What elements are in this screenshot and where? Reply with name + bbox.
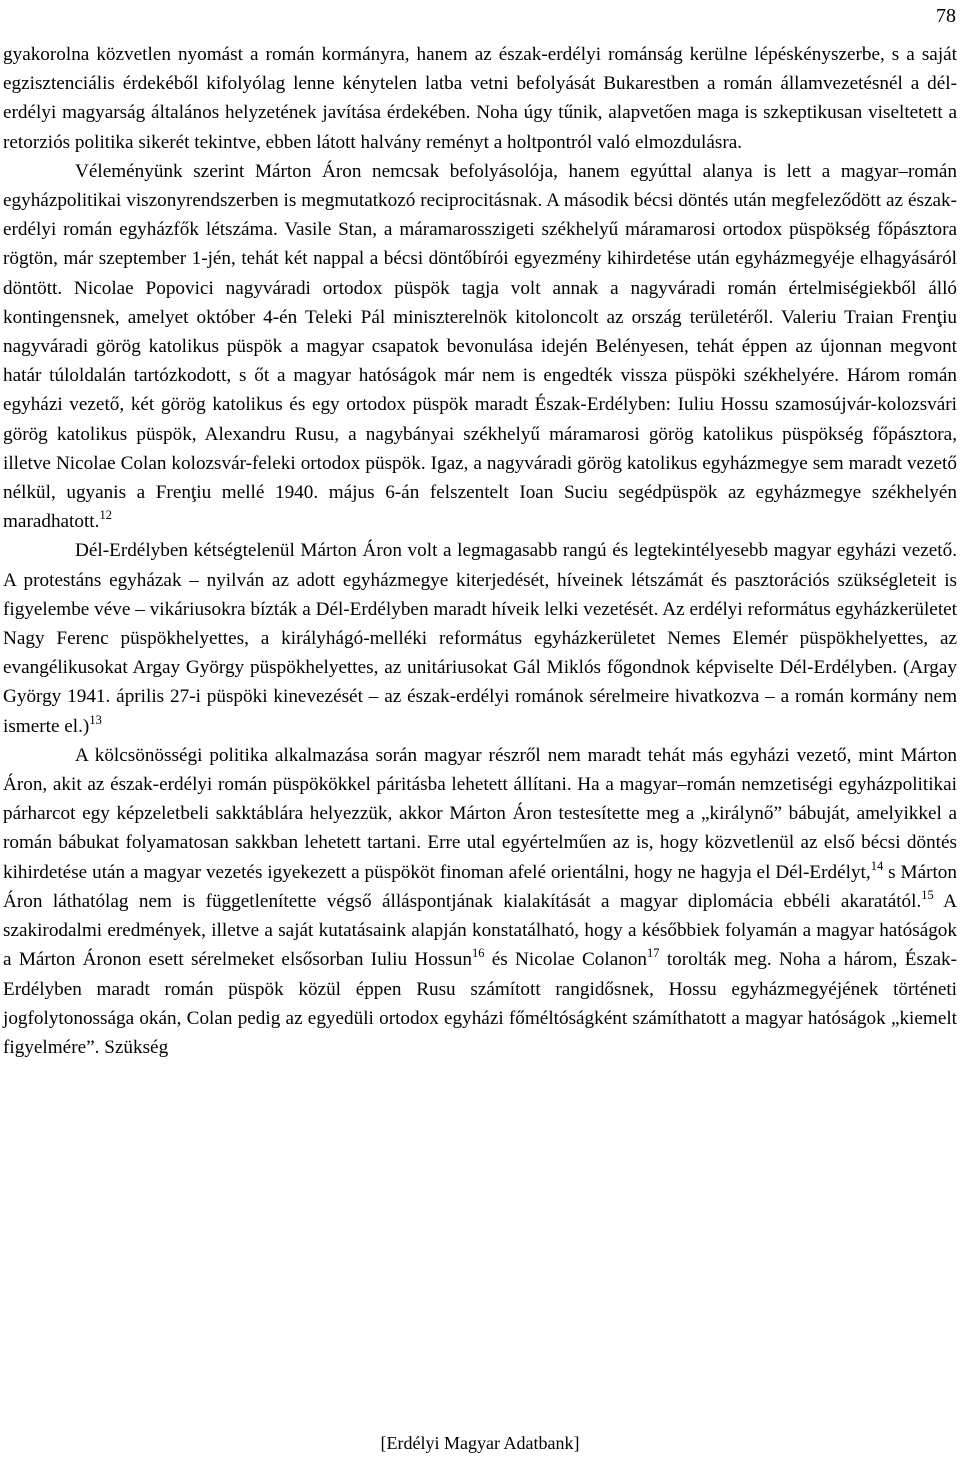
footnote-ref: 13 bbox=[89, 712, 102, 727]
paragraph-text: A kölcsönösségi politika alkalmazása során magyar részről nem maradt tehát más egyházi vezető, mint Márton Áron, akit az észak-erdélyi román püspökökkel páritásba lehetett állítani. Ha a magyar–román nemzetiségi egyházpolitikai párharcot egy képzeletbeli sakktáblára helyezzük, akkor Márton Áron testesítette meg a „királynő” bábuját, amelyikkel a román bábukat folyamatosan sakkban lehetett tartani. Erre utal egyértelműen az is, hogy közvetlenül az első bécsi döntés kihirdetése után a magyar vezetés igyekezett a püspököt finoman afelé orientálni, hogy ne hagyja el Dél-Erdélyt, bbox=[3, 744, 957, 883]
paragraph-text: s Márton Áron láthatólag nem is függetlenítette végső álláspontjának kialakítását a magyar diplomácia ebbéli akaratától. bbox=[3, 861, 957, 912]
paragraph bbox=[3, 40, 957, 157]
page-number: 78 bbox=[936, 5, 956, 27]
footnote-ref: 17 bbox=[647, 946, 660, 961]
paragraph-text: torolták meg. Noha a három, Észak-Erdélyben maradt román püspök közül éppen Rusu számított rangidősnek, Hossu egyházmegyéjének történeti jogfolytonossága okán, Colan pedig az egyedüli ortodox egyházi főméltóságként számíthatott a magyar hatóságok „kiemelt figyelmére”. Szükség bbox=[3, 949, 957, 1058]
body-text bbox=[3, 40, 957, 1062]
footnote-ref: 16 bbox=[471, 946, 485, 961]
paragraph bbox=[3, 157, 957, 537]
paragraph-text: gyakorolna közvetlen nyomást a román kormányra, hanem az észak-erdélyi románság kerülne lépéskényszerbe, s a saját egzisztenciális érdekéből kifolyólag lenne kénytelen latba vetni befolyását Bukarestben a román államvezetésnél a dél-erdélyi magyarság általános helyzetének javítása érdekében. Noha úgy tűnik, alapvetően maga is szkeptikusan viseltetett a retorziós politika sikerét tekintve, ebben látott halvány reményt a holtpontról való elmozdulásra. bbox=[3, 44, 957, 153]
paragraph-text: A szakirodalmi eredmények, illetve a saját kutatásaink alapján konstatálható, hogy a későbbiek folyamán a magyar hatóságok a Márton Áronon esett sérelmeket elsősorban Iuliu Hossun bbox=[3, 890, 957, 971]
footer-source: [Erdélyi Magyar Adatbank] bbox=[380, 1433, 580, 1453]
paragraph-text: Véleményünk szerint Márton Áron nemcsak befolyásolója, hanem egyúttal alanya is lett a magyar–román egyházpolitikai viszonyrendszerben is megmutatkozó reciprocitásnak. A második bécsi döntés után megfeleződött az észak-erdélyi román egyházfők létszáma. Vasile Stan, a máramarosszigeti székhelyű máramarosi ortodox püspökség főpásztora rögtön, már szeptember 1-jén, tehát két nappal a bécsi döntőbírói egyezmény kihirdetése után egyházmegyéje elhagyásáról döntött. Nicolae Popovici nagyváradi ortodox püspök tagja volt annak a nagyváradi román értelmiségiekből álló kontingensnek, amelyet október 4-én Teleki Pál miniszterelnök kitoloncolt az ország területéről. Valeriu Traian Frenţiu nagyváradi görög katolikus püspök a magyar csapatok bevonulása idején Belényesen, tehát éppen az újonnan megvont határ túloldalán tartózkodott, s őt a magyar hatóságok már nem is engedték vissza püspöki székhelyére. Három román egyházi vezető, két görög katolikus és egy ortodox püspök maradt Észak-Erdélyben: Iuliu Hossu szamosújvár-kolozsvári görög katolikus püspök, Alexandru Rusu, a nagybányai székhelyű máramarosi görög katolikus püspökség főpásztora, illetve Nicolae Colan kolozsvár-feleki ortodox püspök. Igaz, a nagyváradi görög katolikus egyházmegye sem maradt vezető nélkül, ugyanis a Frenţiu mellé 1940. május 6-án felszentelt Ioan Suciu segédpüspök az egyházmegye székhelyén maradhatott. bbox=[3, 160, 957, 533]
paragraph bbox=[3, 536, 957, 740]
footnote-ref: 12 bbox=[99, 508, 112, 523]
footnote-ref: 15 bbox=[921, 887, 934, 902]
paragraph-text: Dél-Erdélyben kétségtelenül Márton Áron volt a legmagasabb rangú és legtekintélyesebb magyar egyházi vezető. A protestáns egyházak – nyilván az adott egyházmegye kiterjedését, híveinek létszámát és pasztorációs szükségleteit is figyelembe véve – vikáriusokra bízták a Dél-Erdélyben maradt híveik lelki vezetését. Az erdélyi református egyházkerületet Nagy Ferenc püspökhelyettes, a királyhágó-melléki református egyházkerületet Nemes Elemér püspökhelyettes, az evangélikusokat Argay György püspökhelyettes, az unitáriusokat Gál Miklós főgondnok képviselte Dél-Erdélyben. (Argay György 1941. április 27-i püspöki kinevezését – az észak-erdélyi románok sérelmeire hivatkozva – a román kormány nem ismerte el.) bbox=[3, 540, 957, 737]
paragraph bbox=[3, 741, 957, 1062]
footnote-ref: 14 bbox=[870, 858, 884, 873]
paragraph-text: és Nicolae Colanon bbox=[484, 949, 648, 971]
